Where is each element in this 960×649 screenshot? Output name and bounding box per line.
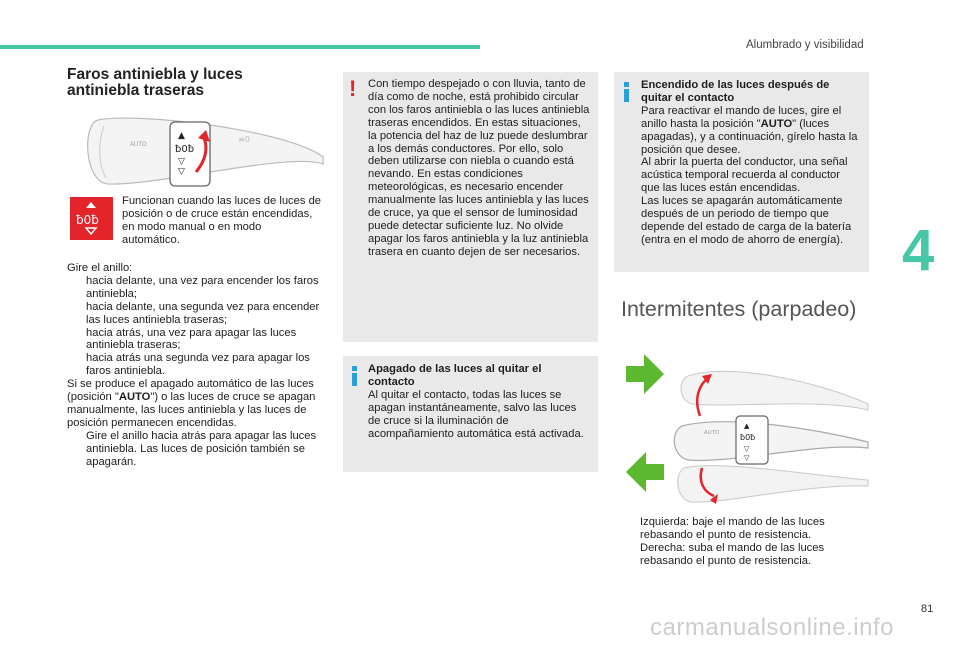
header-accent-bar bbox=[0, 45, 480, 49]
info-paragraph: Las luces se apagarán automáticamente después de un periodo de tiempo que depende del estado de carga de la batería (entra en el modo de ahorro de energía). bbox=[641, 195, 852, 246]
list-item: Derecha: suba el mando de las luces rebasando el punto de resistencia. bbox=[640, 541, 825, 567]
info-paragraph: Para reactivar el mando de luces, gire el anillo hasta la posición "AUTO" (luces apagadas), y a continuación, gírelo hasta la posición que desee. bbox=[641, 104, 858, 156]
exclamation-icon: ! bbox=[349, 76, 357, 101]
warning-box bbox=[343, 72, 598, 342]
watermark: carmanualsonline.info bbox=[650, 614, 894, 641]
svg-text:▽: ▽ bbox=[744, 454, 750, 462]
info-box-text: Al quitar el contacto, todas las luces se apagan instantáneamente, salvo las luces de cruce si la iluminación de acompañamiento automática está activada. bbox=[368, 388, 584, 440]
chapter-number: 4 bbox=[902, 218, 935, 283]
info-icon bbox=[623, 82, 631, 102]
fog-lights-symbol-icon bbox=[70, 197, 113, 240]
svg-text:▽: ▽ bbox=[178, 157, 185, 167]
info-paragraph: Al abrir la puerta del conductor, una señal acústica temporal recuerda al conductor que las luces están encendidas. bbox=[641, 156, 848, 195]
list-item: hacia delante, una segunda vez para encender las luces antiniebla traseras; bbox=[86, 300, 320, 326]
list-item: Izquierda: baje el mando de las luces rebasando el punto de resistencia. bbox=[640, 516, 825, 541]
list-item: hacia atrás, una vez para apagar las luces antiniebla traseras; bbox=[86, 326, 297, 352]
svg-text:ƀ0ƀ: ƀ0ƀ bbox=[175, 144, 195, 155]
svg-text:▲: ▲ bbox=[744, 422, 750, 430]
warning-text: Con tiempo despejado o con lluvia, tanto de día como de noche, está prohibido circular con los faros antiniebla o las luces antiniebla traseras encendidos. En estas situaciones, la potencia del haz de luz puede deslumbrar a los demás conductores. Por ello, solo deben utilizarse con niebla o cuando está nevando. En estas condiciones meteorológicas, es necesario encender manualmente las luces antiniebla y las luces de cruce, ya que el sensor de luminosidad puede detectar suficiente luz. No olvide apagar los faros antiniebla y la luz antiniebla trasera en cuanto dejen de ser necesarios. bbox=[368, 78, 590, 258]
fog-lights-title: Faros antiniebla y luces antiniebla traseras bbox=[67, 66, 243, 99]
svg-text:AUTO: AUTO bbox=[130, 142, 147, 148]
svg-text:≡0: ≡0 bbox=[238, 135, 250, 144]
svg-text:AUTO: AUTO bbox=[704, 430, 720, 436]
info-box-title: Apagado de las luces al quitar el contacto bbox=[368, 363, 542, 388]
svg-text:ƀ0ƀ: ƀ0ƀ bbox=[76, 213, 99, 227]
svg-text:ƀ0ƀ: ƀ0ƀ bbox=[740, 433, 756, 442]
info-icon bbox=[351, 366, 359, 386]
svg-text:▲: ▲ bbox=[178, 131, 185, 141]
svg-text:▽: ▽ bbox=[744, 445, 750, 453]
fog-lights-icon-caption: Funcionan cuando las luces de luces de posición o de cruce están encendidas, en modo manual o en modo automático. bbox=[122, 195, 322, 246]
section-title: Alumbrado y visibilidad bbox=[746, 39, 864, 51]
page-number: 81 bbox=[921, 603, 934, 615]
info-box-lights-on bbox=[614, 72, 869, 272]
list-item: hacia atrás una segunda vez para apagar los faros antiniebla. bbox=[86, 352, 310, 378]
info-box-title: Encendido de las luces después de quitar el contacto bbox=[641, 79, 830, 104]
fog-lights-instructions bbox=[67, 262, 329, 469]
info-box-lights-off bbox=[343, 356, 598, 472]
turn-signal-stalk-illustration bbox=[620, 348, 870, 508]
instructions-intro: Gire el anillo: bbox=[67, 262, 133, 274]
auto-off-paragraph: Si se produce el apagado automático de las luces (posición "AUTO") o las luces de cruce se apagan manualmente, las luces antiniebla y las luces de posición permanecen encendidas. bbox=[67, 378, 316, 429]
turn-signals-heading: Intermitentes (parpadeo) bbox=[621, 297, 857, 321]
list-item: hacia delante, una vez para encender los faros antiniebla; bbox=[86, 274, 319, 300]
list-item: Gire el anillo hacia atrás para apagar las luces antiniebla. Las luces de posición también se apagarán. bbox=[86, 429, 317, 468]
fog-light-stalk-illustration bbox=[78, 112, 326, 190]
svg-text:▽: ▽ bbox=[178, 167, 185, 177]
turn-signal-instructions bbox=[621, 516, 861, 568]
